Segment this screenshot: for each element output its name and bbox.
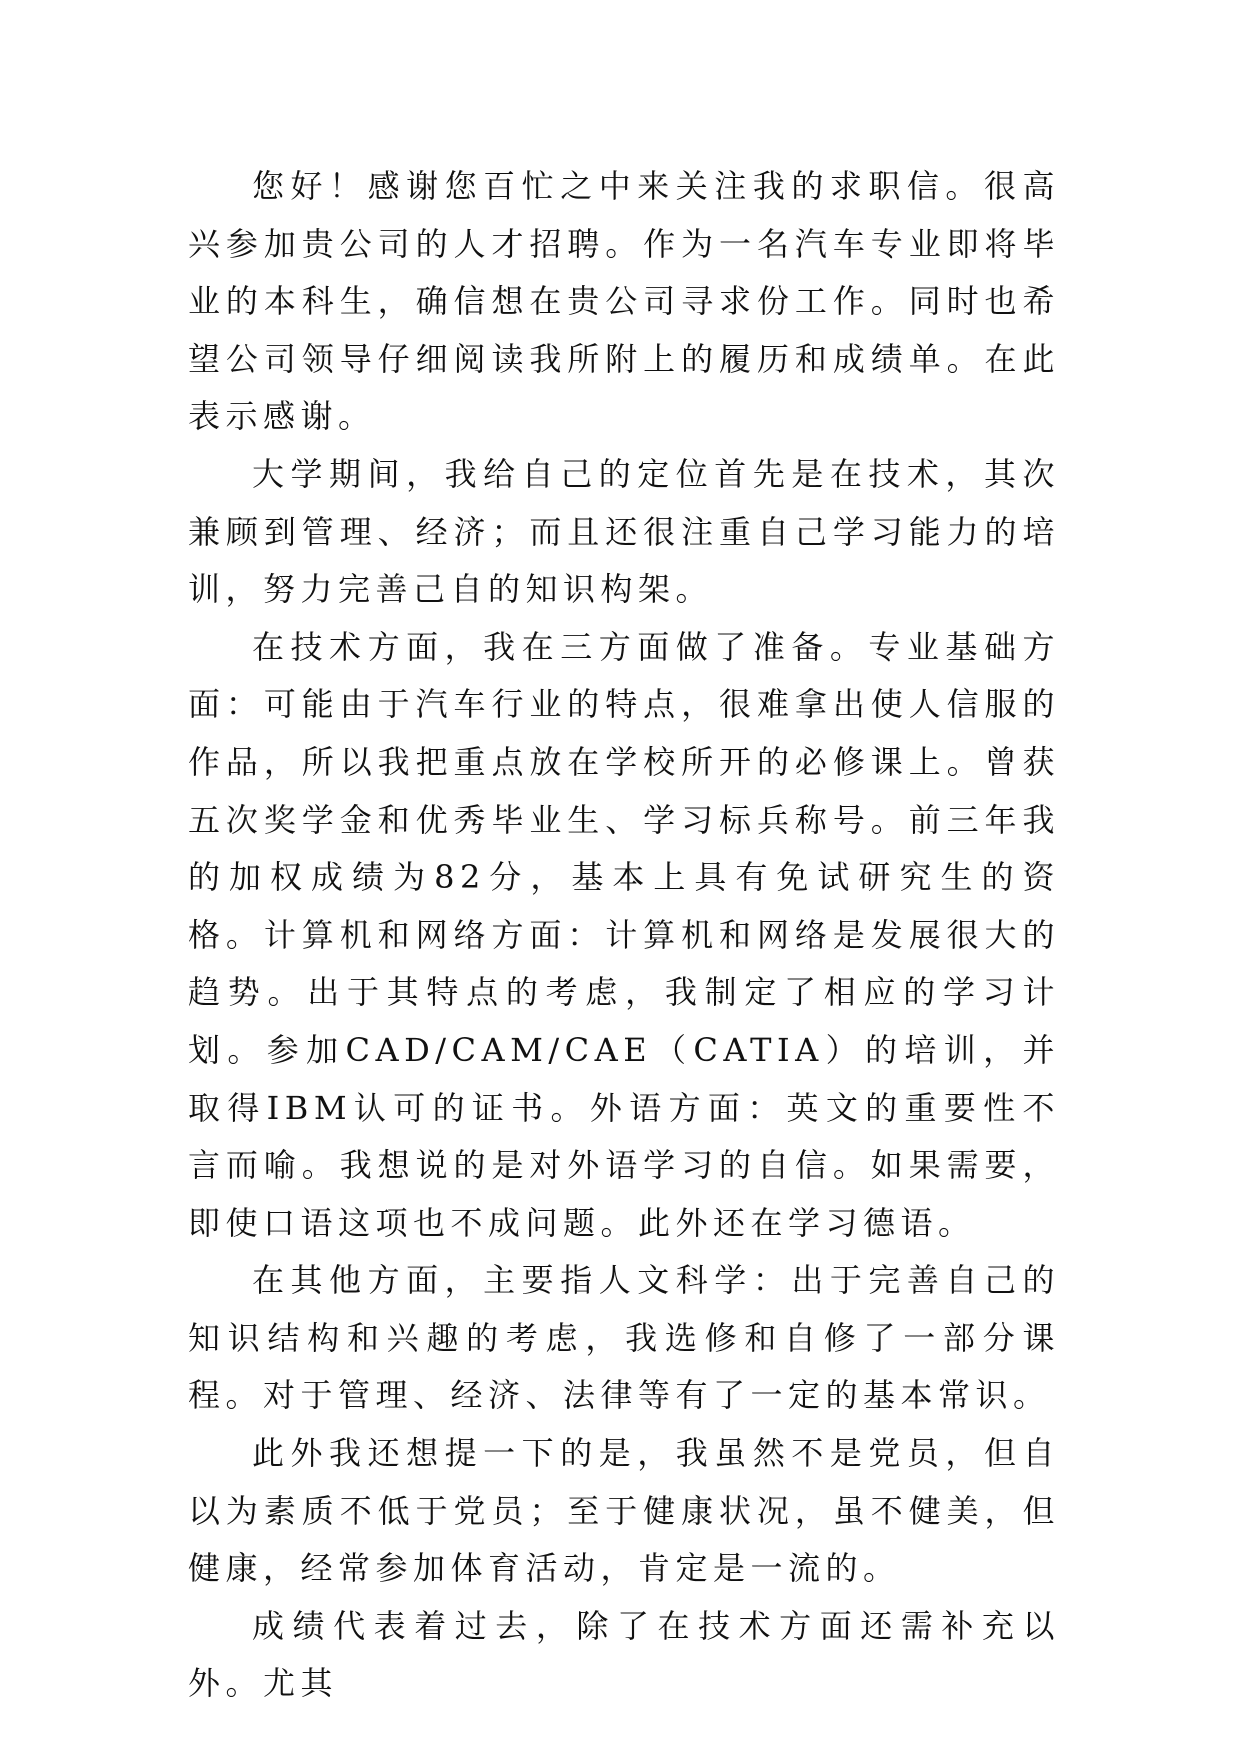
paragraph-closing-start: 成绩代表着过去，除了在技术方面还需补充以外。尤其: [188, 1606, 1060, 1703]
paragraph-university-positioning: 大学期间，我给自己的定位首先是在技术，其次兼顾到管理、经济；而且还很注重自己学习能力的培训，努力完善己自的知识构架。: [188, 454, 1060, 609]
paragraph-character-health: 此外我还想提一下的是，我虽然不是党员，但自以为素质不低于党员；至于健康状况，虽不健美，但健康，经常参加体育活动，肯定是一流的。: [188, 1434, 1060, 1588]
paragraph-humanities: 在其他方面，主要指人文科学：出于完善自己的知识结构和兴趣的考虑，我选修和自修了一部分课程。对于管理、经济、法律等有了一定的基本常识。: [188, 1261, 1060, 1415]
paragraph-technical-skills: 在技术方面，我在三方面做了准备。专业基础方面：可能由于汽车行业的特点，很难拿出使人信服的作品，所以我把重点放在学校所开的必修课上。曾获五次奖学金和优秀毕业生、学习标兵称号。前三年我的加权成绩为82分，基本上具有免试研究生的资格。计算机和网络方面：计算机和网络是发展很大的趋势。出于其特点的考虑，我制定了相应的学习计划。参加CAD/CAM/CAE（CATIA）的培训，并取得IBM认可的证书。外语方面：英文的重要性不言而喻。我想说的是对外语学习的自信。如果需要，即使口语这项也不成问题。此外还在学习德语。: [188, 627, 1060, 1242]
paragraph-greeting: 您好！感谢您百忙之中来关注我的求职信。很高兴参加贵公司的人才招聘。作为一名汽车专业即将毕业的本科生，确信想在贵公司寻求份工作。同时也希望公司领导仔细阅读我所附上的履历和成绩单。在此表示感谢。: [188, 167, 1060, 436]
letter-body: [188, 158, 1060, 1713]
